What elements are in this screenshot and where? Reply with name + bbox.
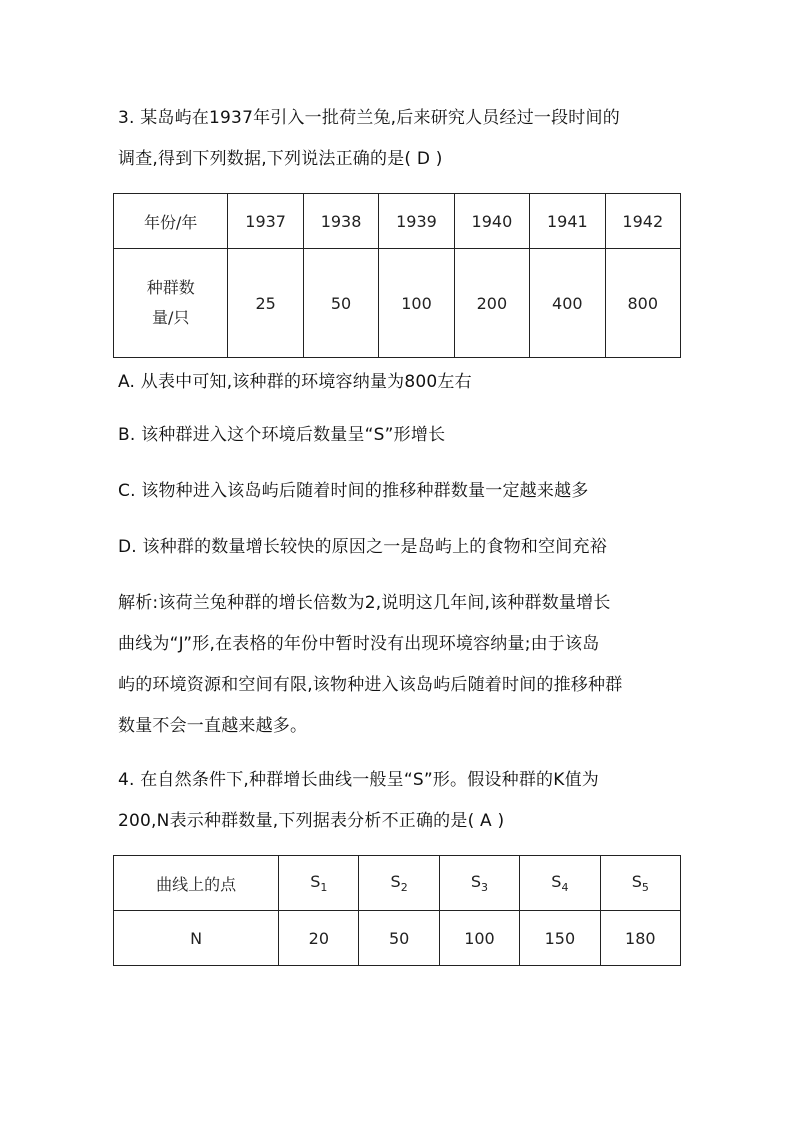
point-letter: S xyxy=(310,871,321,891)
table-header-year: 年份/年 xyxy=(114,194,228,249)
point-letter: S xyxy=(470,871,482,891)
table-cell-population: 50 xyxy=(303,249,378,358)
point-subscript: 2 xyxy=(400,881,408,895)
table-cell-point xyxy=(279,856,359,911)
table-cell-point xyxy=(600,856,680,911)
table-header-curve-points: 曲线上的点 xyxy=(114,856,279,911)
point-subscript: 4 xyxy=(561,881,569,895)
table-row xyxy=(114,856,681,911)
table-cell-year: 1939 xyxy=(379,194,454,249)
question-3-stem-line-2: 调查,得到下列数据,下列说法正确的是( D ) xyxy=(118,149,443,169)
table-cell-population: 200 xyxy=(454,249,529,358)
population-by-year-table xyxy=(113,193,681,358)
point-subscript: 5 xyxy=(641,881,649,895)
point-letter: S xyxy=(551,871,562,891)
population-label-line-2: 量/只 xyxy=(152,308,190,327)
question-3-option-c: C. 该物种进入该岛屿后随着时间的推移种群数量一定越来越多 xyxy=(118,481,589,501)
point-subscript: 3 xyxy=(481,881,489,895)
point-letter: S xyxy=(631,871,642,891)
table-row xyxy=(114,911,681,966)
table-cell-n-value: 50 xyxy=(359,911,439,966)
analysis-line-2: 曲线为“J”形,在表格的年份中暂时没有出现环境容纳量;由于该岛 xyxy=(118,634,600,654)
table-cell-year: 1942 xyxy=(605,194,680,249)
question-3-option-b: B. 该种群进入这个环境后数量呈“S”形增长 xyxy=(118,425,446,445)
table-cell-point xyxy=(359,856,439,911)
table-cell-n-value: 180 xyxy=(600,911,680,966)
table-header-population xyxy=(114,249,228,358)
table-cell-n-value: 150 xyxy=(520,911,600,966)
point-subscript: 1 xyxy=(320,881,328,895)
table-cell-n-value: 20 xyxy=(279,911,359,966)
table-header-n: N xyxy=(114,911,279,966)
table-cell-year: 1941 xyxy=(530,194,605,249)
table-cell-year: 1940 xyxy=(454,194,529,249)
table-cell-year: 1938 xyxy=(303,194,378,249)
question-4-stem-line-1: 4. 在自然条件下,种群增长曲线一般呈“S”形。假设种群的K值为 xyxy=(118,770,599,790)
table-cell-n-value: 100 xyxy=(439,911,519,966)
analysis-line-1: 解析:该荷兰兔种群的增长倍数为2,说明这几年间,该种群数量增长 xyxy=(118,593,611,613)
question-4-stem-line-2: 200,N表示种群数量,下列据表分析不正确的是( A ) xyxy=(118,811,505,831)
point-letter: S xyxy=(390,871,401,891)
table-cell-population: 400 xyxy=(530,249,605,358)
question-3-option-a: A. 从表中可知,该种群的环境容纳量为800左右 xyxy=(118,372,472,392)
table-cell-population: 100 xyxy=(379,249,454,358)
analysis-line-3: 屿的环境资源和空间有限,该物种进入该岛屿后随着时间的推移种群 xyxy=(118,675,623,695)
question-3-stem-line-1: 3. 某岛屿在1937年引入一批荷兰兔,后来研究人员经过一段时间的 xyxy=(118,108,620,128)
table-cell-point xyxy=(439,856,519,911)
table-cell-population: 25 xyxy=(228,249,303,358)
population-label-line-1: 种群数 xyxy=(146,278,195,297)
table-cell-point xyxy=(520,856,600,911)
question-3-option-d: D. 该种群的数量增长较快的原因之一是岛屿上的食物和空间充裕 xyxy=(118,537,607,557)
curve-points-table xyxy=(113,855,681,966)
table-cell-population: 800 xyxy=(605,249,680,358)
analysis-line-4: 数量不会一直越来越多。 xyxy=(118,716,308,736)
table-cell-year: 1937 xyxy=(228,194,303,249)
table-row xyxy=(114,194,681,249)
table-row xyxy=(114,249,681,358)
